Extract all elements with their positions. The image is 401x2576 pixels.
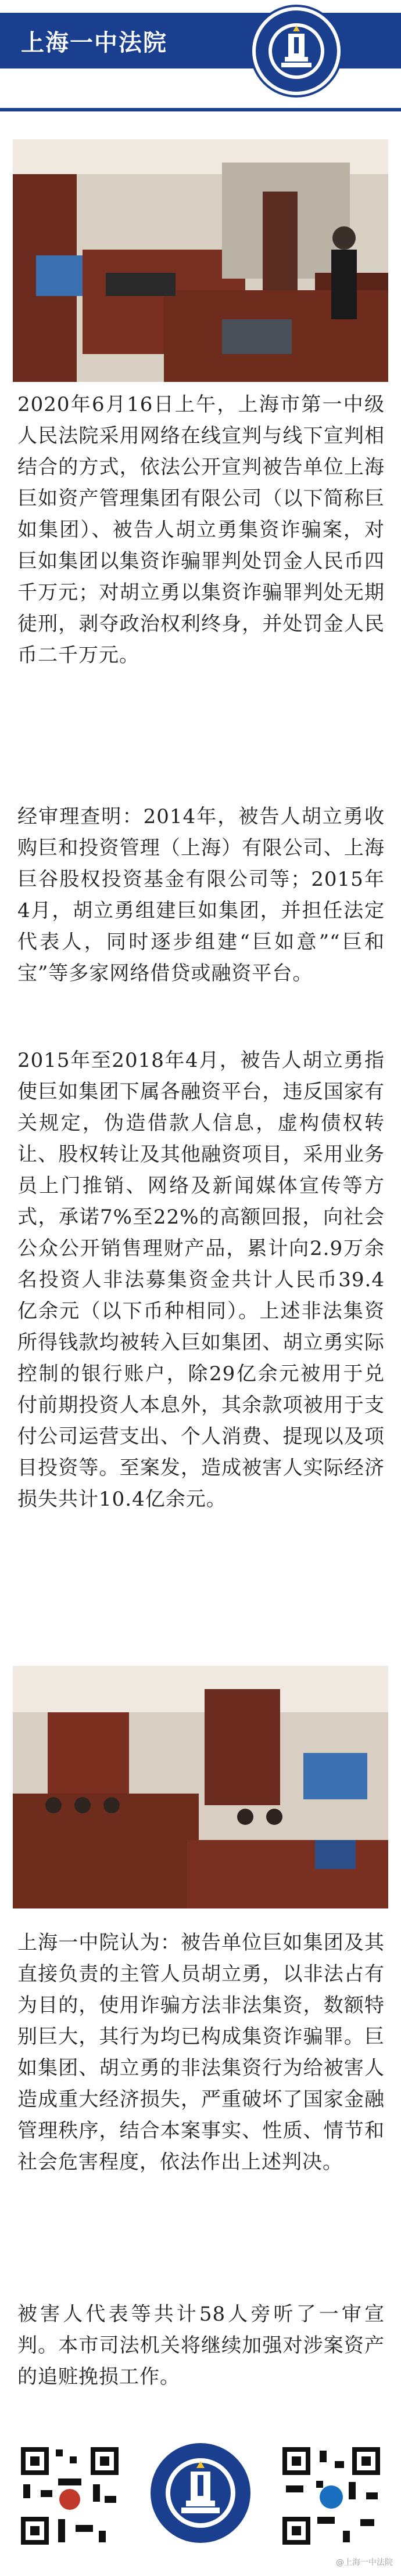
paragraph-court-opinion: 上海一中院认为：被告单位巨如集团及其直接负责的主管人员胡立勇，以非法占有为目的，使用诈骗方法非法集资，数额特别巨大，其行为均已构成集资诈骗罪。巨如集团、胡立勇的非法集资行为给被害人造成重大经济损失，严重破坏了国家金融管理秩序，结合本案事实、性质、情节和社会危害程度，依法作出上述判决。	[17, 1931, 385, 2174]
paragraph-fundraising: 2015年至2018年4月，被告人胡立勇指使巨如集团下属各融资平台，违反国家有关规定，伪造借款人信息，虚构债权转让、股权转让及其他融资项目，采用业务员上门推销、网络及新闻媒体宣传等方式，承诺7%至22%的高额回报，向社会公众公开销售理财产品，累计向2.9万余名投资人非法募集资金共计人民币39.4亿余元（以下币种相同）。上述非法集资所得钱款均被转入巨如集团、胡立勇实际控制的银行账户，除29亿余元被用于兑付前期投资人本息外，其余款项被用于支付公司运营支出、个人消费、提现以及项目投资等。至案发，造成被害人实际经济损失共计10.4亿余元。	[17, 1049, 385, 1511]
paragraph-findings: 经审理查明：2014年，被告人胡立勇收购巨和投资管理（上海）有限公司、上海巨谷股权投资基金有限公司等；2015年4月，胡立勇组建巨如集团，并担任法定代表人，同时逐步组建“巨如意”“巨和宝”等多家网络借贷或融资平台。	[17, 805, 385, 985]
qr-code-icon	[279, 2444, 384, 2548]
header	[0, 0, 401, 122]
qr-code-icon	[17, 2444, 122, 2548]
courtroom-photo-1	[13, 139, 388, 382]
header-underline	[0, 108, 401, 111]
page-title: 上海一中法院	[21, 30, 167, 56]
watermark: @上海一中法院	[336, 2558, 393, 2567]
footer	[0, 2426, 401, 2576]
courtroom-photo-2	[13, 1666, 388, 1908]
court-emblem-icon	[145, 2438, 256, 2548]
paragraph-verdict: 2020年6月16日上午，上海市第一中级人民法院采用网络在线宣判与线下宣判相结合的方式，依法公开宣判被告单位上海巨如资产管理集团有限公司（以下简称巨如集团）、被告人胡立勇集资诈骗案，对巨如集团以集资诈骗罪判处罚金人民币四千万元；对胡立勇以集资诈骗罪判处无期徒刑，剥夺政治权利终身，并处罚金人民币二千万元。	[17, 393, 385, 667]
court-emblem-icon	[250, 5, 343, 98]
paragraph-closing: 被害人代表等共计58人旁听了一审宣判。本市司法机关将继续加强对涉案资产的追赃挽损工作。	[17, 2303, 385, 2389]
